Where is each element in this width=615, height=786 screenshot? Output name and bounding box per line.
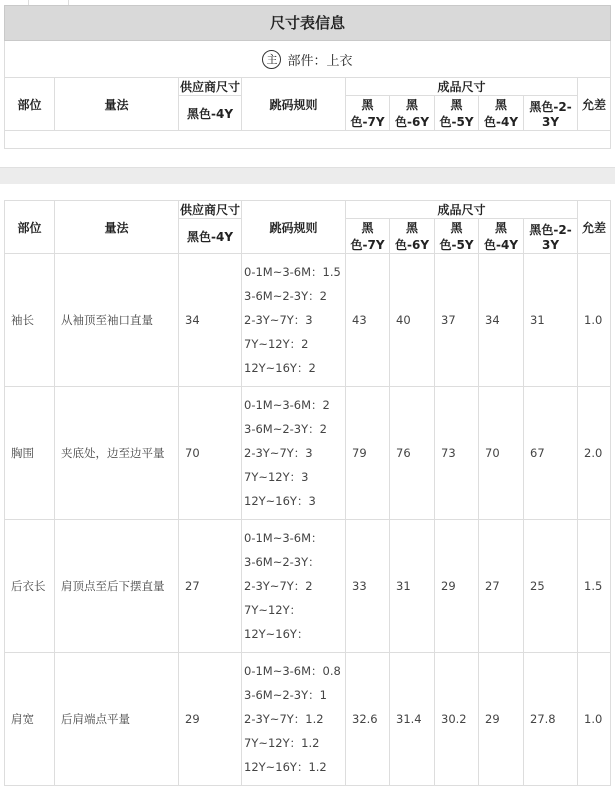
size-header: 黑色-5Y [435, 96, 479, 131]
rule-line: 3-6M~2-3Y：2 [244, 289, 327, 303]
rule-line: 7Y~12Y：2 [244, 337, 309, 351]
supplier-cell: 70 [179, 387, 242, 520]
rule-line: 12Y~16Y：1.2 [244, 760, 327, 774]
rule-line: 12Y~16Y： [244, 627, 309, 641]
measure-cell: 从袖顶至袖口直量 [55, 254, 179, 387]
table-row [5, 520, 611, 653]
size-cell: 25 [524, 520, 578, 653]
measure-cell: 肩顶点至后下摆直量 [55, 520, 179, 653]
measure-cell: 夹底处，边至边平量 [55, 387, 179, 520]
tolerance-cell: 2.0 [578, 387, 611, 520]
size-cell: 31 [390, 520, 435, 653]
size-cell: 76 [390, 387, 435, 520]
rule-line: 7Y~12Y： [244, 603, 302, 617]
rule-line: 12Y~16Y：2 [244, 361, 316, 375]
col-finished-header: 成品尺寸 [346, 78, 578, 96]
tolerance-cell: 1.0 [578, 254, 611, 387]
main-badge: 主 [262, 50, 281, 69]
rules-cell [242, 387, 346, 520]
rule-line: 2-3Y~7Y：2 [244, 579, 313, 593]
rule-line: 7Y~12Y：1.2 [244, 736, 320, 750]
col-part-header: 部位 [5, 78, 55, 131]
size-header: 黑色-7Y [346, 219, 390, 254]
rules-cell [242, 254, 346, 387]
col-rules-header: 跳码规则 [242, 201, 346, 254]
size-header: 黑色-6Y [390, 96, 435, 131]
col-supplier-header: 供应商尺寸 [179, 201, 242, 219]
supplier-cell: 27 [179, 520, 242, 653]
supplier-size-header: 黑色-4Y [179, 96, 242, 131]
part-label: 部件：上衣 [287, 53, 353, 69]
measure-cell: 后肩端点平量 [55, 653, 179, 786]
part-cell: 肩宽 [5, 653, 55, 786]
rule-line: 2-3Y~7Y：3 [244, 313, 313, 327]
part-row [4, 41, 611, 77]
supplier-cell: 29 [179, 653, 242, 786]
rule-line: 12Y~16Y：3 [244, 494, 316, 508]
top-strip [0, 0, 615, 5]
col-measure-header: 量法 [55, 78, 179, 131]
section-divider [0, 167, 615, 184]
size-cell: 32.6 [346, 653, 390, 786]
size-cell: 37 [435, 254, 479, 387]
size-header: 黑色-6Y [390, 219, 435, 254]
rule-line: 2-3Y~7Y：1.2 [244, 712, 324, 726]
rule-line: 3-6M~2-3Y：2 [244, 422, 327, 436]
size-cell: 31 [524, 254, 578, 387]
size-header: 黑色-4Y [479, 219, 524, 254]
part-cell: 后衣长 [5, 520, 55, 653]
size-header: 黑色-2-3Y [524, 219, 578, 254]
size-cell: 27 [479, 520, 524, 653]
rule-line: 0-1M~3-6M：0.8 [244, 664, 341, 678]
size-cell: 33 [346, 520, 390, 653]
size-header: 黑色-5Y [435, 219, 479, 254]
col-tolerance-header: 允差 [578, 78, 611, 131]
col-measure-header: 量法 [55, 201, 179, 254]
part-cell: 胸围 [5, 387, 55, 520]
size-chart-title: 尺寸表信息 [4, 5, 611, 41]
rule-line: 3-6M~2-3Y：1 [244, 688, 327, 702]
header-table-top [4, 77, 611, 131]
rule-line: 0-1M~3-6M：1.5 [244, 265, 341, 279]
size-header: 黑色-4Y [479, 96, 524, 131]
rule-line: 0-1M~3-6M：2 [244, 398, 330, 412]
col-supplier-header: 供应商尺寸 [179, 78, 242, 96]
size-cell: 31.4 [390, 653, 435, 786]
size-cell: 27.8 [524, 653, 578, 786]
col-part-header: 部位 [5, 201, 55, 254]
tolerance-cell: 1.0 [578, 653, 611, 786]
col-finished-header: 成品尺寸 [346, 201, 578, 219]
size-cell: 29 [435, 520, 479, 653]
empty-body [4, 131, 611, 149]
table-row [5, 254, 611, 387]
part-cell: 袖长 [5, 254, 55, 387]
size-cell: 29 [479, 653, 524, 786]
supplier-size-header: 黑色-4Y [179, 219, 242, 254]
size-table [4, 200, 611, 786]
size-cell: 73 [435, 387, 479, 520]
col-rules-header: 跳码规则 [242, 78, 346, 131]
size-header: 黑色-2-3Y [524, 96, 578, 131]
col-tolerance-header: 允差 [578, 201, 611, 254]
size-cell: 30.2 [435, 653, 479, 786]
size-cell: 43 [346, 254, 390, 387]
size-cell: 67 [524, 387, 578, 520]
size-cell: 40 [390, 254, 435, 387]
rules-cell [242, 653, 346, 786]
size-cell: 70 [479, 387, 524, 520]
tolerance-cell: 1.5 [578, 520, 611, 653]
rule-line: 0-1M~3-6M： [244, 531, 323, 545]
table-row [5, 653, 611, 786]
rule-line: 7Y~12Y：3 [244, 470, 309, 484]
rule-line: 3-6M~2-3Y： [244, 555, 320, 569]
rules-cell [242, 520, 346, 653]
rule-line: 2-3Y~7Y：3 [244, 446, 313, 460]
size-cell: 34 [479, 254, 524, 387]
table-row [5, 387, 611, 520]
supplier-cell: 34 [179, 254, 242, 387]
size-header: 黑色-7Y [346, 96, 390, 131]
size-cell: 79 [346, 387, 390, 520]
